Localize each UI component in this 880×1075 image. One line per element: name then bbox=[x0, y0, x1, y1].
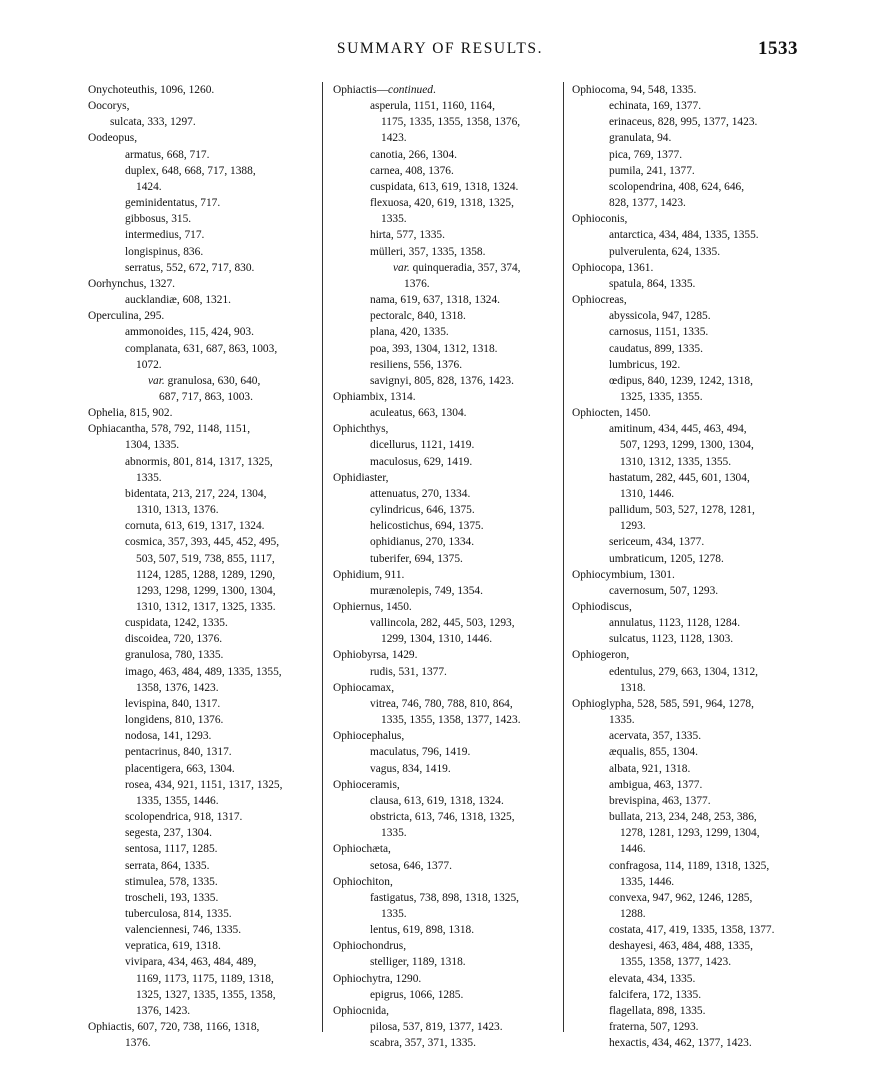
genus-entry: Ophiochiton, bbox=[333, 875, 393, 888]
index-entry: antarctica, 434, 484, 1335, 1355. bbox=[609, 229, 759, 242]
index-entry: æqualis, 855, 1304. bbox=[609, 746, 698, 759]
index-entry: vallincola, 282, 445, 503, 1293, bbox=[370, 617, 515, 630]
index-entry: savignyi, 805, 828, 1376, 1423. bbox=[370, 374, 514, 387]
index-entry: armatus, 668, 717. bbox=[125, 148, 210, 161]
index-entry: acervata, 357, 1335. bbox=[609, 730, 702, 743]
genus-entry: Ophiocreas, bbox=[572, 294, 627, 307]
index-entry: lumbricus, 192. bbox=[609, 358, 681, 371]
genus-entry: Operculina, 295. bbox=[88, 310, 165, 323]
index-entry: rosea, 434, 921, 1151, 1317, 1325, bbox=[125, 778, 283, 791]
index-entry: 1304, 1335. bbox=[125, 439, 180, 452]
index-entry: scolopendrica, 918, 1317. bbox=[125, 811, 243, 824]
genus-entry: Ophiocnida, bbox=[333, 1004, 389, 1017]
genus-entry: Ophiocephalus, bbox=[333, 730, 405, 743]
genus-entry: Ophiactis, 607, 720, 738, 1166, 1318, bbox=[88, 1021, 260, 1034]
index-entry: carnea, 408, 1376. bbox=[370, 164, 454, 177]
index-entry: cylindricus, 646, 1375. bbox=[370, 504, 475, 517]
index-entry: dicellurus, 1121, 1419. bbox=[370, 439, 475, 452]
index-entry: flexuosa, 420, 619, 1318, 1325, bbox=[370, 197, 514, 210]
genus-entry: Ophiodiscus, bbox=[572, 601, 632, 613]
index-entry: gibbosus, 315. bbox=[125, 213, 192, 226]
index-entry: placentigera, 663, 1304. bbox=[125, 762, 235, 775]
index-entry: 1335. bbox=[381, 827, 407, 840]
index-entry: pectoralc, 840, 1318. bbox=[370, 310, 466, 323]
index-entry: ophidianus, 270, 1334. bbox=[370, 536, 475, 549]
index-entry: 1293. bbox=[620, 520, 646, 533]
index-entry: costata, 417, 419, 1335, 1358, 1377. bbox=[609, 924, 775, 937]
index-entry: segesta, 237, 1304. bbox=[125, 827, 212, 840]
index-entry: 1423. bbox=[381, 132, 407, 145]
genus-entry: Ophioceramis, bbox=[333, 778, 400, 791]
index-entry: sulcatus, 1123, 1128, 1303. bbox=[609, 633, 734, 646]
index-entry: 1288. bbox=[620, 907, 646, 920]
index-entry: stelliger, 1189, 1318. bbox=[370, 956, 466, 969]
index-entry: hexactis, 434, 462, 1377, 1423. bbox=[609, 1037, 752, 1050]
index-entry: 1293, 1298, 1299, 1300, 1304, bbox=[136, 584, 276, 597]
index-entry: 1355, 1358, 1377, 1423. bbox=[620, 956, 732, 969]
genus-entry: Oocorys, bbox=[88, 100, 130, 113]
index-entry: 1335. bbox=[381, 907, 407, 920]
index-entry: sericeum, 434, 1377. bbox=[609, 536, 705, 549]
index-entry: pulverulenta, 624, 1335. bbox=[609, 245, 721, 258]
index-entry: serratus, 552, 672, 717, 830. bbox=[125, 261, 255, 274]
index-entry: 1124, 1285, 1288, 1289, 1290, bbox=[136, 568, 276, 581]
index-entry: nodosa, 141, 1293. bbox=[125, 730, 212, 743]
genus-entry: Ophiocamax, bbox=[333, 681, 395, 694]
genus-entry: Ophiactis—continued. bbox=[333, 84, 436, 96]
index-entry: epigrus, 1066, 1285. bbox=[370, 988, 464, 1001]
index-entry: nama, 619, 637, 1318, 1324. bbox=[370, 294, 501, 307]
genus-entry: Oodeopus, bbox=[88, 132, 138, 145]
index-entry: pica, 769, 1377. bbox=[609, 148, 683, 161]
index-entry: 1310, 1312, 1317, 1325, 1335. bbox=[136, 601, 276, 613]
index-entry: 1424. bbox=[136, 180, 162, 193]
index-entry: cornuta, 613, 619, 1317, 1324. bbox=[125, 520, 265, 533]
index-entry: 1358, 1376, 1423. bbox=[136, 681, 219, 694]
index-entry: 1325, 1335, 1355. bbox=[620, 390, 703, 403]
index-entry: cuspidata, 1242, 1335. bbox=[125, 617, 228, 630]
index-entry: 1376. bbox=[125, 1037, 151, 1050]
index-entry: 1335. bbox=[136, 471, 162, 484]
index-entry: 1169, 1173, 1175, 1189, 1318, bbox=[136, 972, 274, 985]
index-entry: 503, 507, 519, 738, 855, 1117, bbox=[136, 552, 275, 565]
index-entry: œdipus, 840, 1239, 1242, 1318, bbox=[609, 374, 753, 387]
index-entry: spatula, 864, 1335. bbox=[609, 277, 696, 290]
index-entry: granulata, 94. bbox=[609, 132, 672, 145]
index-entry: sulcata, 333, 1297. bbox=[110, 116, 196, 129]
index-entry: 1299, 1304, 1310, 1446. bbox=[381, 633, 493, 646]
index-entry: sentosa, 1117, 1285. bbox=[125, 843, 218, 856]
genus-entry: Ophidiaster, bbox=[333, 471, 389, 484]
index-entry: clausa, 613, 619, 1318, 1324. bbox=[370, 794, 504, 807]
genus-entry: Ophiochytra, 1290. bbox=[333, 972, 422, 985]
index-entry: 1310, 1446. bbox=[620, 487, 675, 500]
index-entry: cosmica, 357, 393, 445, 452, 495, bbox=[125, 536, 280, 549]
index-entry: erinaceus, 828, 995, 1377, 1423. bbox=[609, 116, 758, 129]
index-entry: setosa, 646, 1377. bbox=[370, 859, 452, 872]
index-entry: amitinum, 434, 445, 463, 494, bbox=[609, 423, 747, 436]
index-entry: scolopendrina, 408, 624, 646, bbox=[609, 180, 745, 193]
index-entry: 1335. bbox=[609, 714, 635, 727]
index-entry: helicostichus, 694, 1375. bbox=[370, 520, 484, 533]
index-entry: 1335, 1446. bbox=[620, 875, 675, 888]
genus-entry: Ophiochondrus, bbox=[333, 940, 407, 953]
index-entry: flagellata, 898, 1335. bbox=[609, 1004, 706, 1017]
index-entry: 828, 1377, 1423. bbox=[609, 197, 686, 210]
index-entry: fraterna, 507, 1293. bbox=[609, 1021, 699, 1034]
index-entry: poa, 393, 1304, 1312, 1318. bbox=[370, 342, 498, 355]
index-entry: vivipara, 434, 463, 484, 489, bbox=[125, 956, 257, 969]
index-entry: 1318. bbox=[620, 681, 646, 694]
index-entry: geminidentatus, 717. bbox=[125, 197, 221, 210]
index-entry: convexa, 947, 962, 1246, 1285, bbox=[609, 891, 753, 904]
index-entry: serrata, 864, 1335. bbox=[125, 859, 210, 872]
index-entry: edentulus, 279, 663, 1304, 1312, bbox=[609, 665, 759, 678]
index-entry: obstricta, 613, 746, 1318, 1325, bbox=[370, 811, 515, 824]
genus-entry: Ophioglypha, 528, 585, 591, 964, 1278, bbox=[572, 697, 754, 710]
index-entry: 1310, 1312, 1335, 1355. bbox=[620, 455, 732, 468]
index-entry: longispinus, 836. bbox=[125, 245, 204, 258]
index-entry: 1175, 1335, 1355, 1358, 1376, bbox=[381, 116, 521, 129]
index-entry: rudis, 531, 1377. bbox=[370, 665, 447, 678]
index-entry: caudatus, 899, 1335. bbox=[609, 342, 703, 355]
index-entry: canotia, 266, 1304. bbox=[370, 148, 457, 161]
index-entry: annulatus, 1123, 1128, 1284. bbox=[609, 617, 741, 630]
index-entry: tuberifer, 694, 1375. bbox=[370, 552, 463, 565]
index-entry: cavernosum, 507, 1293. bbox=[609, 584, 719, 597]
index-entry: stimulea, 578, 1335. bbox=[125, 875, 218, 888]
index-entry: 1376, 1423. bbox=[136, 1004, 191, 1017]
index-entry: maculosus, 629, 1419. bbox=[370, 455, 473, 468]
genus-entry: Onychoteuthis, 1096, 1260. bbox=[88, 84, 215, 96]
index-entry: 1335. bbox=[381, 213, 407, 226]
index-entry: abnormis, 801, 814, 1317, 1325, bbox=[125, 455, 273, 468]
index-entry: lentus, 619, 898, 1318. bbox=[370, 924, 475, 937]
index-entry: 1278, 1281, 1293, 1299, 1304, bbox=[620, 827, 760, 840]
index-entry: umbraticum, 1205, 1278. bbox=[609, 552, 724, 565]
index-entry: ambigua, 463, 1377. bbox=[609, 778, 703, 791]
index-entry: echinata, 169, 1377. bbox=[609, 100, 702, 113]
index-entry: bidentata, 213, 217, 224, 1304, bbox=[125, 487, 267, 500]
index-entry: duplex, 648, 668, 717, 1388, bbox=[125, 164, 256, 177]
index-column-1 bbox=[88, 82, 324, 1051]
index-entry: elevata, 434, 1335. bbox=[609, 972, 696, 985]
index-entry: intermedius, 717. bbox=[125, 229, 205, 242]
index-entry: plana, 420, 1335. bbox=[370, 326, 449, 339]
index-entry: 1310, 1313, 1376. bbox=[136, 504, 219, 517]
index-entry: bullata, 213, 234, 248, 253, 386, bbox=[609, 811, 757, 824]
index-entry: 1072. bbox=[136, 358, 162, 371]
index-entry: vagus, 834, 1419. bbox=[370, 762, 451, 775]
index-entry: 1376. bbox=[404, 277, 430, 290]
page-number: 1533 bbox=[758, 38, 798, 59]
index-entry: falcifera, 172, 1335. bbox=[609, 988, 702, 1001]
index-column-2 bbox=[333, 82, 569, 1051]
index-entry: granulosa, 780, 1335. bbox=[125, 649, 224, 662]
index-entry: attenuatus, 270, 1334. bbox=[370, 487, 471, 500]
index-entry: 507, 1293, 1299, 1300, 1304, bbox=[620, 439, 754, 452]
index-entry: aculeatus, 663, 1304. bbox=[370, 407, 467, 420]
index-entry: albata, 921, 1318. bbox=[609, 762, 691, 775]
index-entry: hirta, 577, 1335. bbox=[370, 229, 445, 242]
index-entry: pallidum, 503, 527, 1278, 1281, bbox=[609, 504, 755, 517]
genus-entry: Ophiochæta, bbox=[333, 843, 391, 856]
index-entry: resiliens, 556, 1376. bbox=[370, 358, 463, 371]
genus-entry: Ophiogeron, bbox=[572, 649, 630, 662]
genus-entry: Ophichthys, bbox=[333, 423, 389, 436]
index-entry: abyssicola, 947, 1285. bbox=[609, 310, 711, 323]
index-entry: aucklandiæ, 608, 1321. bbox=[125, 294, 231, 307]
index-entry: 1335, 1355, 1446. bbox=[136, 794, 219, 807]
index-entry: var. granulosa, 630, 640, bbox=[148, 374, 261, 387]
index-entry: carnosus, 1151, 1335. bbox=[609, 326, 709, 339]
genus-entry: Ophiobyrsa, 1429. bbox=[333, 649, 418, 662]
genus-entry: Ophioconis, bbox=[572, 213, 628, 226]
index-entry: murænolepis, 749, 1354. bbox=[370, 584, 483, 597]
index-entry: 1325, 1327, 1335, 1355, 1358, bbox=[136, 988, 276, 1001]
index-entry: deshayesi, 463, 484, 488, 1335, bbox=[609, 940, 753, 953]
index-entry: discoidea, 720, 1376. bbox=[125, 633, 223, 646]
genus-entry: Ophiocoma, 94, 548, 1335. bbox=[572, 84, 697, 96]
index-entry: 687, 717, 863, 1003. bbox=[159, 390, 253, 403]
index-entry: pilosa, 537, 819, 1377, 1423. bbox=[370, 1021, 503, 1034]
index-entry: vepratica, 619, 1318. bbox=[125, 940, 221, 953]
genus-entry: Ophelia, 815, 902. bbox=[88, 407, 173, 420]
index-entry: pumila, 241, 1377. bbox=[609, 164, 695, 177]
index-entry: confragosa, 114, 1189, 1318, 1325, bbox=[609, 859, 770, 872]
genus-entry: Ophiernus, 1450. bbox=[333, 601, 412, 613]
index-entry: 1446. bbox=[620, 843, 646, 856]
index-entry: tuberculosa, 814, 1335. bbox=[125, 907, 232, 920]
index-entry: pentacrinus, 840, 1317. bbox=[125, 746, 232, 759]
index-entry: mülleri, 357, 1335, 1358. bbox=[370, 245, 486, 258]
index-entry: asperula, 1151, 1160, 1164, bbox=[370, 100, 495, 113]
index-entry: scabra, 357, 371, 1335. bbox=[370, 1037, 476, 1050]
index-entry: brevispina, 463, 1377. bbox=[609, 794, 711, 807]
genus-entry: Ophidium, 911. bbox=[333, 568, 405, 581]
index-entry: imago, 463, 484, 489, 1335, 1355, bbox=[125, 665, 282, 678]
genus-entry: Oorhynchus, 1327. bbox=[88, 277, 176, 290]
genus-entry: Ophiocopa, 1361. bbox=[572, 261, 654, 274]
index-entry: vitrea, 746, 780, 788, 810, 864, bbox=[370, 697, 513, 710]
index-column-3 bbox=[572, 82, 808, 1051]
genus-entry: Ophiocymbium, 1301. bbox=[572, 568, 675, 581]
index-entry: fastigatus, 738, 898, 1318, 1325, bbox=[370, 891, 520, 904]
genus-entry: Ophiambix, 1314. bbox=[333, 390, 416, 403]
index-entry: longidens, 810, 1376. bbox=[125, 714, 224, 727]
page-header bbox=[0, 38, 880, 66]
index-entry: var. quinqueradia, 357, 374, bbox=[393, 261, 521, 274]
index-entry: levispina, 840, 1317. bbox=[125, 697, 221, 710]
index-entry: cuspidata, 613, 619, 1318, 1324. bbox=[370, 180, 519, 193]
genus-entry: Ophiacantha, 578, 792, 1148, 1151, bbox=[88, 423, 251, 436]
index-entry: 1335, 1355, 1358, 1377, 1423. bbox=[381, 714, 521, 727]
index-entry: hastatum, 282, 445, 601, 1304, bbox=[609, 471, 750, 484]
index-entry: complanata, 631, 687, 863, 1003, bbox=[125, 342, 278, 355]
index-entry: troscheli, 193, 1335. bbox=[125, 891, 219, 904]
index-entry: ammonoides, 115, 424, 903. bbox=[125, 326, 254, 339]
index-entry: valenciennesi, 746, 1335. bbox=[125, 924, 242, 937]
genus-entry: Ophiocten, 1450. bbox=[572, 407, 651, 420]
index-entry: maculatus, 796, 1419. bbox=[370, 746, 471, 759]
running-title: SUMMARY OF RESULTS. bbox=[336, 40, 544, 57]
